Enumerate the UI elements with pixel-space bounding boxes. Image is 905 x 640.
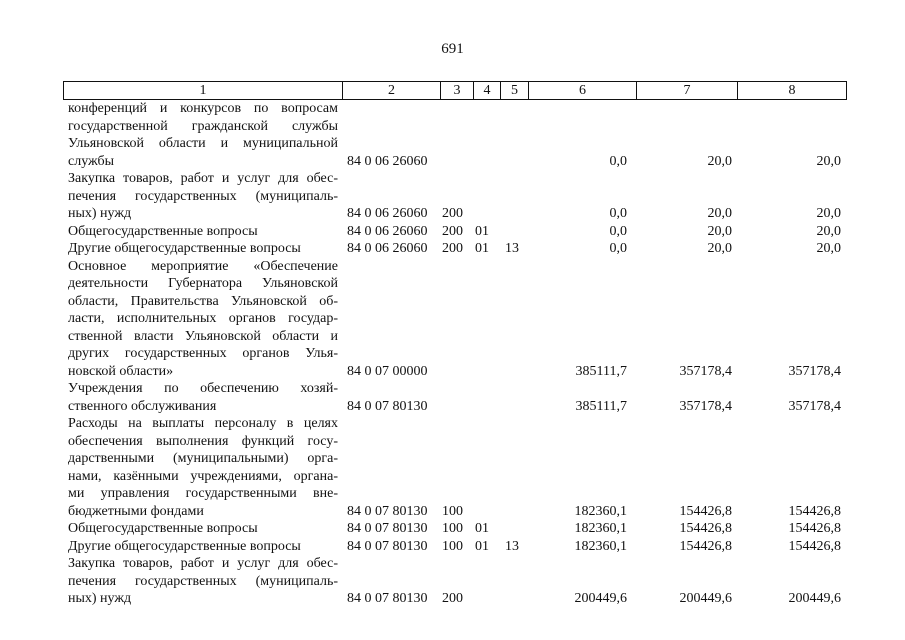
row-name [68, 380, 338, 415]
row-value-col7: 20,0 [707, 241, 732, 256]
row-csr: 84 0 06 26060 [347, 206, 428, 221]
row-name [68, 170, 338, 223]
row-name-line: Расходы на выплаты персоналу в целях [68, 416, 338, 431]
row-pr: 13 [505, 538, 519, 554]
row-name-line: новской области» [68, 363, 174, 379]
row-name-line: Ульяновской области и муниципальной [68, 136, 338, 151]
row-value-col6: 385111,7 [575, 398, 627, 414]
table-row [0, 240, 905, 258]
row-name-line: обеспечения выполнения функций госу- [68, 433, 338, 449]
row-rz: 01 [475, 241, 489, 256]
row-vr: 100 [442, 503, 463, 519]
table-row [0, 100, 905, 170]
row-name-line: Основное мероприятие «Обеспечение [68, 258, 338, 274]
row-csr: 84 0 06 26060 [347, 223, 428, 239]
row-name-line: государственной гражданской службы [68, 118, 338, 134]
row-value-col8: 357178,4 [788, 398, 841, 414]
row-value-col7: 20,0 [707, 206, 732, 221]
row-name [68, 415, 338, 520]
row-value-col7: 357178,4 [679, 398, 732, 414]
table-row [0, 555, 905, 608]
row-csr: 84 0 07 80130 [347, 521, 428, 536]
row-name [68, 100, 338, 170]
table-row [0, 223, 905, 241]
row-vr: 200 [442, 223, 463, 239]
row-name [68, 223, 338, 241]
header-col-4: 4 [473, 82, 500, 99]
row-name-line: других государственных органов Улья- [68, 346, 338, 361]
header-col-6: 6 [528, 82, 636, 99]
row-rz: 01 [475, 223, 489, 239]
row-name [68, 555, 338, 608]
row-csr: 84 0 07 80130 [347, 503, 428, 519]
table-row [0, 258, 905, 381]
row-name-line: службы [68, 153, 115, 169]
row-value-col6: 182360,1 [574, 521, 627, 536]
row-value-col8: 154426,8 [788, 538, 841, 554]
row-name-line: Другие общегосударственные вопросы [68, 538, 301, 554]
row-csr: 84 0 06 26060 [347, 153, 428, 169]
row-rz: 01 [475, 521, 489, 536]
row-value-col7: 154426,8 [679, 521, 732, 536]
row-name-line: Закупка товаров, работ и услуг для обес- [68, 556, 338, 571]
header-col-2: 2 [342, 82, 440, 99]
row-name-line: печения государственных (муниципаль- [68, 188, 338, 204]
row-value-col6: 0,0 [609, 223, 627, 239]
table-row [0, 170, 905, 223]
row-value-col6: 182360,1 [574, 538, 627, 554]
row-value-col8: 20,0 [816, 206, 841, 221]
row-value-col6: 0,0 [609, 241, 627, 256]
row-csr: 84 0 07 80130 [347, 398, 428, 414]
table-header [63, 81, 847, 100]
row-value-col8: 20,0 [816, 241, 841, 256]
row-value-col7: 20,0 [707, 153, 732, 169]
row-name-line: Закупка товаров, работ и услуг для обес- [68, 171, 338, 186]
row-value-col6: 200449,6 [574, 591, 627, 606]
row-name-line: Общегосударственные вопросы [68, 521, 258, 536]
row-name [68, 538, 338, 556]
row-name-line: области, Правительства Ульяновской об- [68, 293, 338, 309]
row-value-col7: 357178,4 [679, 363, 732, 379]
row-rz: 01 [475, 538, 489, 554]
row-name-line: нами, казёнными учреждениями, органа- [68, 468, 338, 484]
row-csr: 84 0 07 80130 [347, 538, 428, 554]
row-vr: 200 [442, 591, 463, 606]
row-vr: 100 [442, 538, 463, 554]
row-value-col8: 20,0 [816, 223, 841, 239]
row-vr: 200 [442, 241, 463, 256]
table-row [0, 520, 905, 538]
table-row [0, 538, 905, 556]
header-col-1: 1 [199, 83, 207, 98]
row-name-line: деятельности Губернатора Ульяновской [68, 276, 338, 291]
row-name [68, 258, 338, 381]
row-value-col6: 385111,7 [575, 363, 627, 379]
row-name-line: бюджетными фондами [68, 503, 204, 519]
row-name-line: ственной власти Ульяновской области и [68, 328, 338, 344]
row-name-line: дарственными (муниципальными) орга- [68, 451, 338, 466]
row-value-col8: 154426,8 [788, 521, 841, 536]
row-value-col7: 154426,8 [679, 503, 732, 519]
header-col-5: 5 [500, 82, 528, 99]
row-name-line: Учреждения по обеспечению хозяй- [68, 381, 338, 396]
row-pr: 13 [505, 241, 519, 256]
row-name-line: ласти, исполнительных органов государ- [68, 311, 338, 326]
row-name-line: ственного обслуживания [68, 398, 217, 414]
row-value-col7: 200449,6 [679, 591, 732, 606]
row-name-line: Общегосударственные вопросы [68, 223, 258, 239]
row-value-col6: 0,0 [609, 153, 627, 169]
row-value-col8: 357178,4 [788, 363, 841, 379]
row-value-col7: 20,0 [707, 223, 732, 239]
row-csr: 84 0 06 26060 [347, 241, 428, 256]
row-vr: 100 [442, 521, 463, 536]
page-number: 691 [441, 41, 464, 57]
row-value-col7: 154426,8 [679, 538, 732, 554]
header-col-3: 3 [440, 82, 473, 99]
row-csr: 84 0 07 00000 [347, 363, 428, 379]
row-name-line: Другие общегосударственные вопросы [68, 241, 301, 256]
row-name-line: ных) нужд [68, 206, 132, 221]
row-csr: 84 0 07 80130 [347, 591, 428, 606]
row-value-col8: 200449,6 [788, 591, 841, 606]
row-name [68, 520, 338, 538]
row-name-line: конференций и конкурсов по вопросам [68, 101, 338, 116]
row-name-line: печения государственных (муниципаль- [68, 573, 338, 589]
row-value-col6: 0,0 [609, 206, 627, 221]
row-value-col8: 154426,8 [788, 503, 841, 519]
table-row [0, 380, 905, 415]
table-row [0, 415, 905, 520]
row-name [68, 240, 338, 258]
row-name-line: ных) нужд [68, 591, 132, 606]
header-col-8: 8 [737, 82, 846, 99]
row-name-line: ми управления государственными вне- [68, 486, 338, 501]
row-value-col6: 182360,1 [574, 503, 627, 519]
row-vr: 200 [442, 206, 463, 221]
row-value-col8: 20,0 [816, 153, 841, 169]
header-col-7: 7 [636, 82, 737, 99]
